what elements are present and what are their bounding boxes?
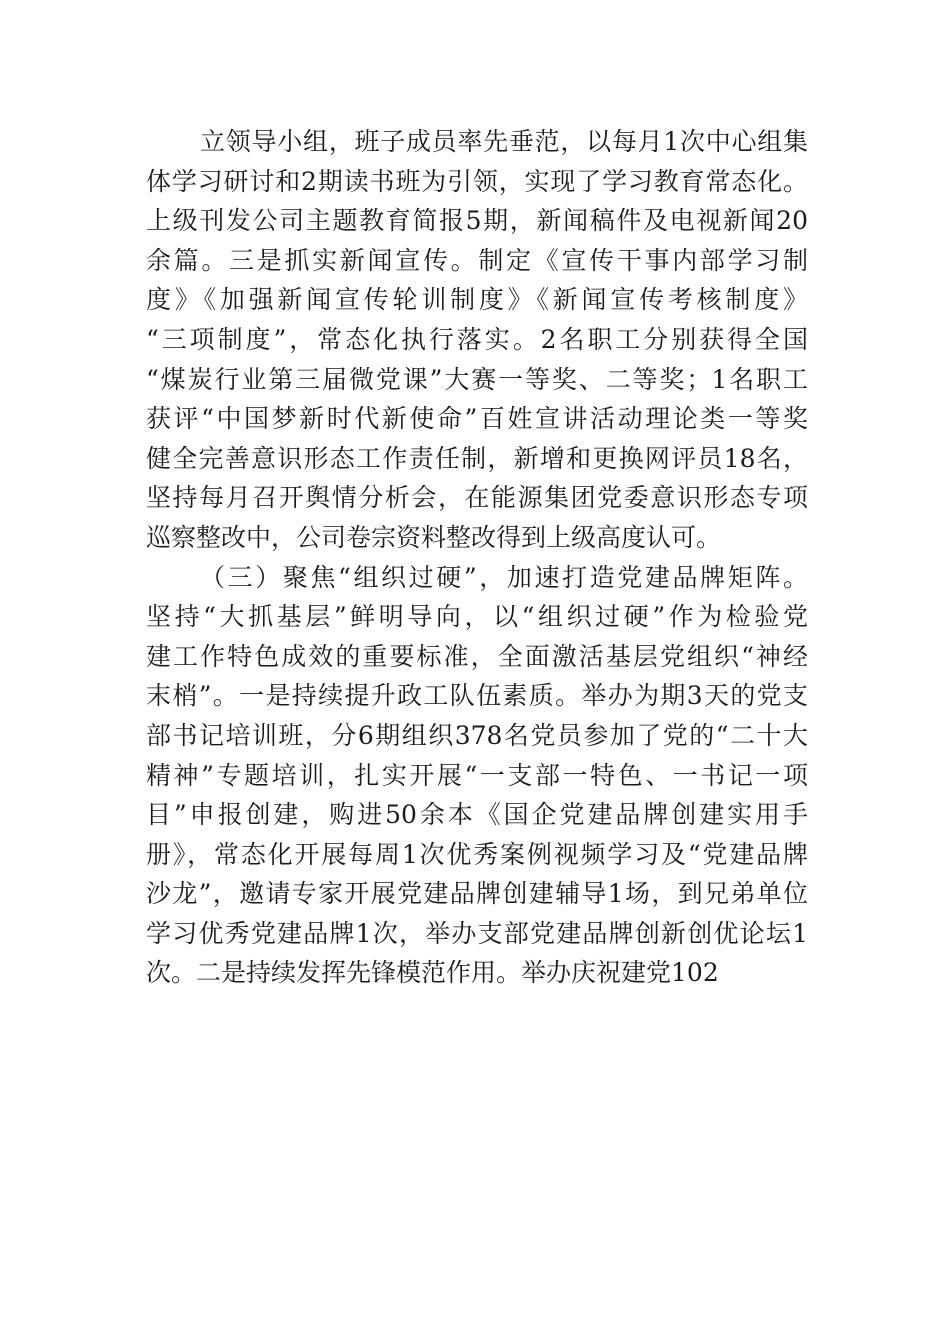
document-body: [146, 122, 808, 993]
text-line: 余篇。三是抓实新闻宣传。制定《宣传干事内部学习制: [146, 245, 808, 275]
text-line: 坚持“大抓基层”鲜明导向，以“组织过硬”作为检验党: [146, 602, 808, 632]
text-line: 体学习研讨和2期读书班为引领，实现了学习教育常态化。: [146, 166, 808, 196]
text-line: 健全完善意识形态工作责任制，新增和更换网评员18名，: [146, 443, 808, 473]
text-line: “煤炭行业第三届微党课”大赛一等奖、二等奖；1名职工: [146, 364, 808, 394]
text-line: 精神”专题培训，扎实开展“一支部一特色、一书记一项: [146, 760, 808, 790]
text-line: 册》，常态化开展每周1次优秀案例视频学习及“党建品牌: [146, 839, 808, 869]
text-line: 末梢”。一是持续提升政工队伍素质。举办为期3天的党支: [146, 681, 808, 711]
text-line: 上级刊发公司主题教育简报5期，新闻稿件及电视新闻20: [146, 206, 808, 236]
text-line: “三项制度”，常态化执行落实。2名职工分别获得全国: [146, 324, 808, 354]
text-line: 沙龙”，邀请专家开展党建品牌创建辅导1场，到兄弟单位: [146, 879, 808, 909]
section-heading-line: （三）聚焦“组织过硬”，加速打造党建品牌矩阵。: [200, 562, 808, 592]
text-line: 度》《加强新闻宣传轮训制度》《新闻宣传考核制度》: [146, 285, 808, 315]
text-line: 次。二是持续发挥先锋模范作用。举办庆祝建党102: [146, 958, 719, 988]
text-line: 立领导小组，班子成员率先垂范，以每月1次中心组集: [200, 127, 808, 156]
text-line: 坚持每月召开舆情分析会，在能源集团党委意识形态专项: [146, 483, 808, 513]
text-line: 巡察整改中，公司卷宗资料整改得到上级高度认可。: [146, 522, 722, 552]
text-line: 获评“中国梦新时代新使命”百姓宣讲活动理论类一等奖: [146, 404, 808, 434]
text-line: 建工作特色成效的重要标准，全面激活基层党组织“神经: [146, 641, 808, 671]
text-line: 部书记培训班，分6期组织378名党员参加了党的“二十大: [146, 720, 808, 750]
text-line: 学习优秀党建品牌1次，举办支部党建品牌创新创优论坛1: [146, 918, 808, 948]
text-line: 目”申报创建，购进50余本《国企党建品牌创建实用手: [146, 800, 808, 830]
